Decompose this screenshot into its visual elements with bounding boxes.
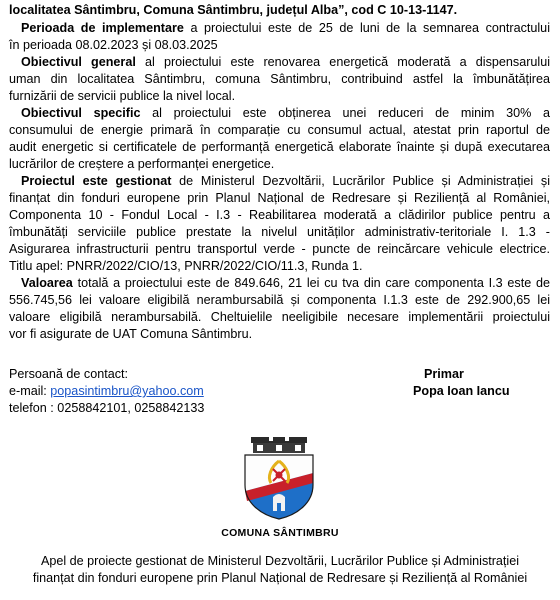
contact-phone: telefon : 0258842101, 0258842133 bbox=[9, 401, 205, 415]
specific-objective-line: Obiectivul specific al proiectului este obținerea unei reduceri de minim 30% a bbox=[21, 106, 550, 120]
contact-email: e-mail: popasintimbru@yahoo.com bbox=[9, 384, 204, 398]
contact-label: Persoană de contact: bbox=[9, 367, 129, 381]
specific-objective-line-3: audit energetic si certificatele de performanță energetică elaborate înainte și după executarea bbox=[9, 140, 550, 154]
footer-line-2: finanțat din fonduri europene prin Planul Național de Redresare și Reziliență al României bbox=[32, 571, 528, 585]
signatory-role: Primar bbox=[424, 367, 464, 381]
general-objective-line: Obiectivul general al proiectului este renovarea energetică moderată a dispensarului bbox=[21, 55, 550, 69]
email-link[interactable]: popasintimbru@yahoo.com bbox=[50, 384, 204, 398]
value-line-4: vor fi asigurate de UAT Comuna Sântimbru. bbox=[9, 327, 253, 341]
management-line-2: finanțat din fonduri europene prin Planul Național de Redresare și Reziliență al României, bbox=[9, 191, 550, 205]
general-objective-line-3: furnizării de servicii publice la nivel local. bbox=[9, 89, 236, 103]
crest-caption: COMUNA SÂNTIMBRU bbox=[221, 527, 339, 539]
call-title-line: Titlu apel: PNRR/2022/CIO/13, PNRR/2022/CIO/11.3, Runda 1. bbox=[9, 259, 363, 273]
implementation-dates-line: în perioada 08.02.2023 și 08.03.2025 bbox=[9, 38, 218, 52]
management-line: Proiectul este gestionat de Ministerul Dezvoltării, Lucrărilor Publice și Administrației și bbox=[21, 174, 550, 188]
management-line-4: îmbunătăți serviciile publice prestate la nivelul unităților administrativ-teritoriale I. 1.3 - bbox=[9, 225, 550, 239]
footer-line-1: Apel de proiecte gestionat de Ministerul Dezvoltării, Lucrărilor Publice și Administrației bbox=[40, 554, 520, 568]
signatory-name: Popa Ioan Iancu bbox=[413, 384, 510, 398]
general-objective-line-2: uman din localitatea Sântimbru, comuna Sântimbru, contribuind astfel la îmbunătățirea bbox=[9, 72, 550, 86]
management-line-3: Componenta 10 - Fondul Local - I.3 - Reabilitarea moderată a clădirilor publice pentru a bbox=[9, 208, 550, 222]
implementation-period-line: Perioada de implementare a proiectului este de 25 de luni de la semnarea contractului bbox=[21, 21, 550, 35]
commune-crest-icon bbox=[237, 433, 321, 521]
specific-objective-line-2: consumului de energie primară în comparație cu consumul actual, atestat prin raportul de bbox=[9, 123, 550, 137]
project-location-line: localitatea Sântimbru, Comuna Sântimbru, județul Alba”, cod C 10-13-1147. bbox=[9, 3, 458, 17]
value-line-3: valoare eligibilă nerambursabilă. Cheltuielile neeligibile necesare implementării proiectului bbox=[9, 310, 550, 324]
value-line-2: 556.745,56 lei valoare eligibilă nerambursabilă și componenta I.1.3 este de 292.900,65 lei bbox=[9, 293, 550, 307]
management-line-5: Asigurarea infrastructurii pentru transportul verde - puncte de reincărcare vehicule electrice. bbox=[9, 242, 550, 256]
value-line: Valoarea totală a proiectului este de 849.646, 21 lei cu tva din care componenta I.3 este de bbox=[21, 276, 550, 290]
specific-objective-line-4: lucrărilor de creștere a performanței energetice. bbox=[9, 157, 275, 171]
